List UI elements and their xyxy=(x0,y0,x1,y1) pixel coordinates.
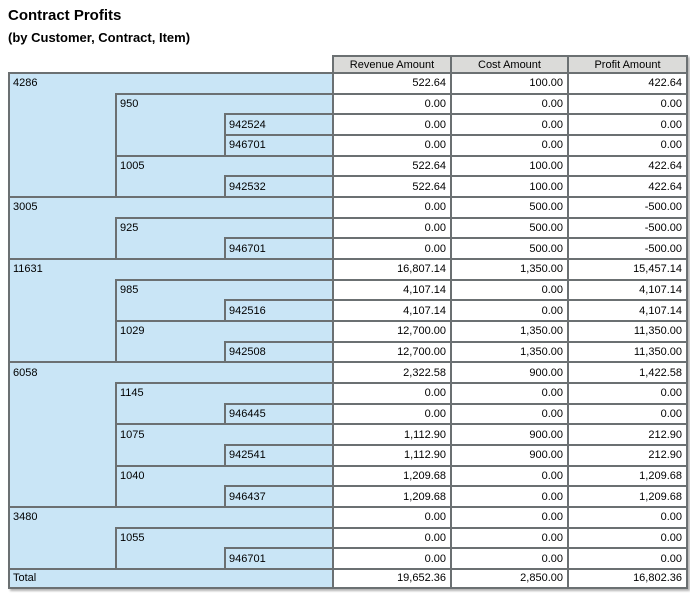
hierarchy-spacer xyxy=(115,175,224,196)
cost-value: 0.00 xyxy=(450,485,567,506)
revenue-value: 16,807.14 xyxy=(332,258,450,279)
profit-value: -500.00 xyxy=(567,196,688,217)
profit-value: 0.00 xyxy=(567,382,688,403)
cost-value: 900.00 xyxy=(450,361,567,382)
cost-value: 100.00 xyxy=(450,72,567,93)
item-label: 946701 xyxy=(224,237,332,258)
profit-value: 0.00 xyxy=(567,506,688,527)
profit-value: 0.00 xyxy=(567,113,688,134)
revenue-value: 12,700.00 xyxy=(332,341,450,362)
profit-value: 11,350.00 xyxy=(567,320,688,341)
hierarchy-spacer xyxy=(8,403,115,424)
contract-label: 1040 xyxy=(115,465,332,486)
column-header-profit: Profit Amount xyxy=(567,55,688,72)
item-label: 942524 xyxy=(224,113,332,134)
hierarchy-spacer xyxy=(8,175,115,196)
revenue-value: 1,112.90 xyxy=(332,423,450,444)
customer-label: 3005 xyxy=(8,196,332,217)
revenue-value: 0.00 xyxy=(332,237,450,258)
revenue-value: 4,107.14 xyxy=(332,279,450,300)
contract-label: 1075 xyxy=(115,423,332,444)
customer-label: 11631 xyxy=(8,258,332,279)
profit-value: 212.90 xyxy=(567,444,688,465)
profit-value: 422.64 xyxy=(567,155,688,176)
revenue-value: 0.00 xyxy=(332,217,450,238)
cost-value: 500.00 xyxy=(450,237,567,258)
revenue-value: 1,112.90 xyxy=(332,444,450,465)
hierarchy-spacer xyxy=(8,113,115,134)
revenue-value: 1,209.68 xyxy=(332,485,450,506)
profit-value: -500.00 xyxy=(567,217,688,238)
revenue-value: 0.00 xyxy=(332,196,450,217)
hierarchy-spacer xyxy=(8,527,115,548)
column-header-cost: Cost Amount xyxy=(450,55,567,72)
hierarchy-spacer xyxy=(115,403,224,424)
cost-value: 0.00 xyxy=(450,93,567,114)
profit-value: 4,107.14 xyxy=(567,279,688,300)
profit-value: 15,457.14 xyxy=(567,258,688,279)
cost-value: 100.00 xyxy=(450,175,567,196)
hierarchy-spacer xyxy=(115,485,224,506)
profit-value: 0.00 xyxy=(567,93,688,114)
cost-value: 0.00 xyxy=(450,113,567,134)
profit-value: 0.00 xyxy=(567,527,688,548)
item-label: 942516 xyxy=(224,299,332,320)
profit-value: 11,350.00 xyxy=(567,341,688,362)
revenue-value: 0.00 xyxy=(332,403,450,424)
hierarchy-spacer xyxy=(8,93,115,114)
hierarchy-spacer xyxy=(8,320,115,341)
hierarchy-spacer xyxy=(8,382,115,403)
item-label: 946437 xyxy=(224,485,332,506)
revenue-value: 522.64 xyxy=(332,155,450,176)
revenue-value: 0.00 xyxy=(332,506,450,527)
header-spacer xyxy=(8,55,332,72)
contract-label: 925 xyxy=(115,217,332,238)
item-label: 946445 xyxy=(224,403,332,424)
profit-value: 1,209.68 xyxy=(567,465,688,486)
hierarchy-spacer xyxy=(115,134,224,155)
cost-value: 1,350.00 xyxy=(450,320,567,341)
revenue-value: 0.00 xyxy=(332,113,450,134)
cost-value: 0.00 xyxy=(450,506,567,527)
revenue-value: 2,322.58 xyxy=(332,361,450,382)
profit-value: 1,209.68 xyxy=(567,485,688,506)
hierarchy-spacer xyxy=(8,237,115,258)
profit-value: 422.64 xyxy=(567,175,688,196)
cost-value: 0.00 xyxy=(450,547,567,568)
hierarchy-spacer xyxy=(8,134,115,155)
hierarchy-spacer xyxy=(8,423,115,444)
total-profit-value: 16,802.36 xyxy=(567,568,688,589)
profit-value: 212.90 xyxy=(567,423,688,444)
hierarchy-spacer xyxy=(8,279,115,300)
profit-value: 0.00 xyxy=(567,403,688,424)
contract-label: 1029 xyxy=(115,320,332,341)
total-cost-value: 2,850.00 xyxy=(450,568,567,589)
profit-value: -500.00 xyxy=(567,237,688,258)
customer-label: 4286 xyxy=(8,72,332,93)
profit-value: 4,107.14 xyxy=(567,299,688,320)
cost-value: 1,350.00 xyxy=(450,341,567,362)
cost-value: 0.00 xyxy=(450,527,567,548)
profit-value: 1,422.58 xyxy=(567,361,688,382)
hierarchy-spacer xyxy=(115,299,224,320)
cost-value: 0.00 xyxy=(450,279,567,300)
cost-value: 0.00 xyxy=(450,403,567,424)
profit-value: 0.00 xyxy=(567,134,688,155)
hierarchy-spacer xyxy=(8,299,115,320)
hierarchy-spacer xyxy=(8,155,115,176)
item-label: 942508 xyxy=(224,341,332,362)
revenue-value: 0.00 xyxy=(332,134,450,155)
item-label: 942532 xyxy=(224,175,332,196)
page-title: Contract Profits xyxy=(8,7,122,24)
cost-value: 500.00 xyxy=(450,196,567,217)
revenue-value: 0.00 xyxy=(332,382,450,403)
contract-label: 1145 xyxy=(115,382,332,403)
cost-value: 0.00 xyxy=(450,465,567,486)
revenue-value: 0.00 xyxy=(332,547,450,568)
hierarchy-spacer xyxy=(115,113,224,134)
cost-value: 0.00 xyxy=(450,134,567,155)
revenue-value: 522.64 xyxy=(332,175,450,196)
hierarchy-spacer xyxy=(115,444,224,465)
contract-label: 1005 xyxy=(115,155,332,176)
total-label: Total xyxy=(8,568,332,589)
revenue-value: 522.64 xyxy=(332,72,450,93)
page-subtitle: (by Customer, Contract, Item) xyxy=(8,30,191,45)
hierarchy-spacer xyxy=(8,465,115,486)
hierarchy-spacer xyxy=(8,341,115,362)
cost-value: 900.00 xyxy=(450,444,567,465)
customer-label: 3480 xyxy=(8,506,332,527)
cost-value: 0.00 xyxy=(450,382,567,403)
total-revenue-value: 19,652.36 xyxy=(332,568,450,589)
hierarchy-spacer xyxy=(8,485,115,506)
item-label: 946701 xyxy=(224,547,332,568)
item-label: 942541 xyxy=(224,444,332,465)
hierarchy-spacer xyxy=(8,444,115,465)
revenue-value: 4,107.14 xyxy=(332,299,450,320)
cost-value: 100.00 xyxy=(450,155,567,176)
contract-label: 950 xyxy=(115,93,332,114)
contract-label: 1055 xyxy=(115,527,332,548)
hierarchy-spacer xyxy=(8,547,115,568)
hierarchy-spacer xyxy=(115,341,224,362)
contract-label: 985 xyxy=(115,279,332,300)
revenue-value: 12,700.00 xyxy=(332,320,450,341)
cost-value: 900.00 xyxy=(450,423,567,444)
profit-value: 422.64 xyxy=(567,72,688,93)
revenue-value: 0.00 xyxy=(332,527,450,548)
revenue-value: 1,209.68 xyxy=(332,465,450,486)
item-label: 946701 xyxy=(224,134,332,155)
contract-profits-table xyxy=(8,55,688,589)
cost-value: 0.00 xyxy=(450,299,567,320)
column-header-revenue: Revenue Amount xyxy=(332,55,450,72)
revenue-value: 0.00 xyxy=(332,93,450,114)
cost-value: 500.00 xyxy=(450,217,567,238)
profit-value: 0.00 xyxy=(567,547,688,568)
hierarchy-spacer xyxy=(115,547,224,568)
hierarchy-spacer xyxy=(8,217,115,238)
cost-value: 1,350.00 xyxy=(450,258,567,279)
customer-label: 6058 xyxy=(8,361,332,382)
hierarchy-spacer xyxy=(115,237,224,258)
